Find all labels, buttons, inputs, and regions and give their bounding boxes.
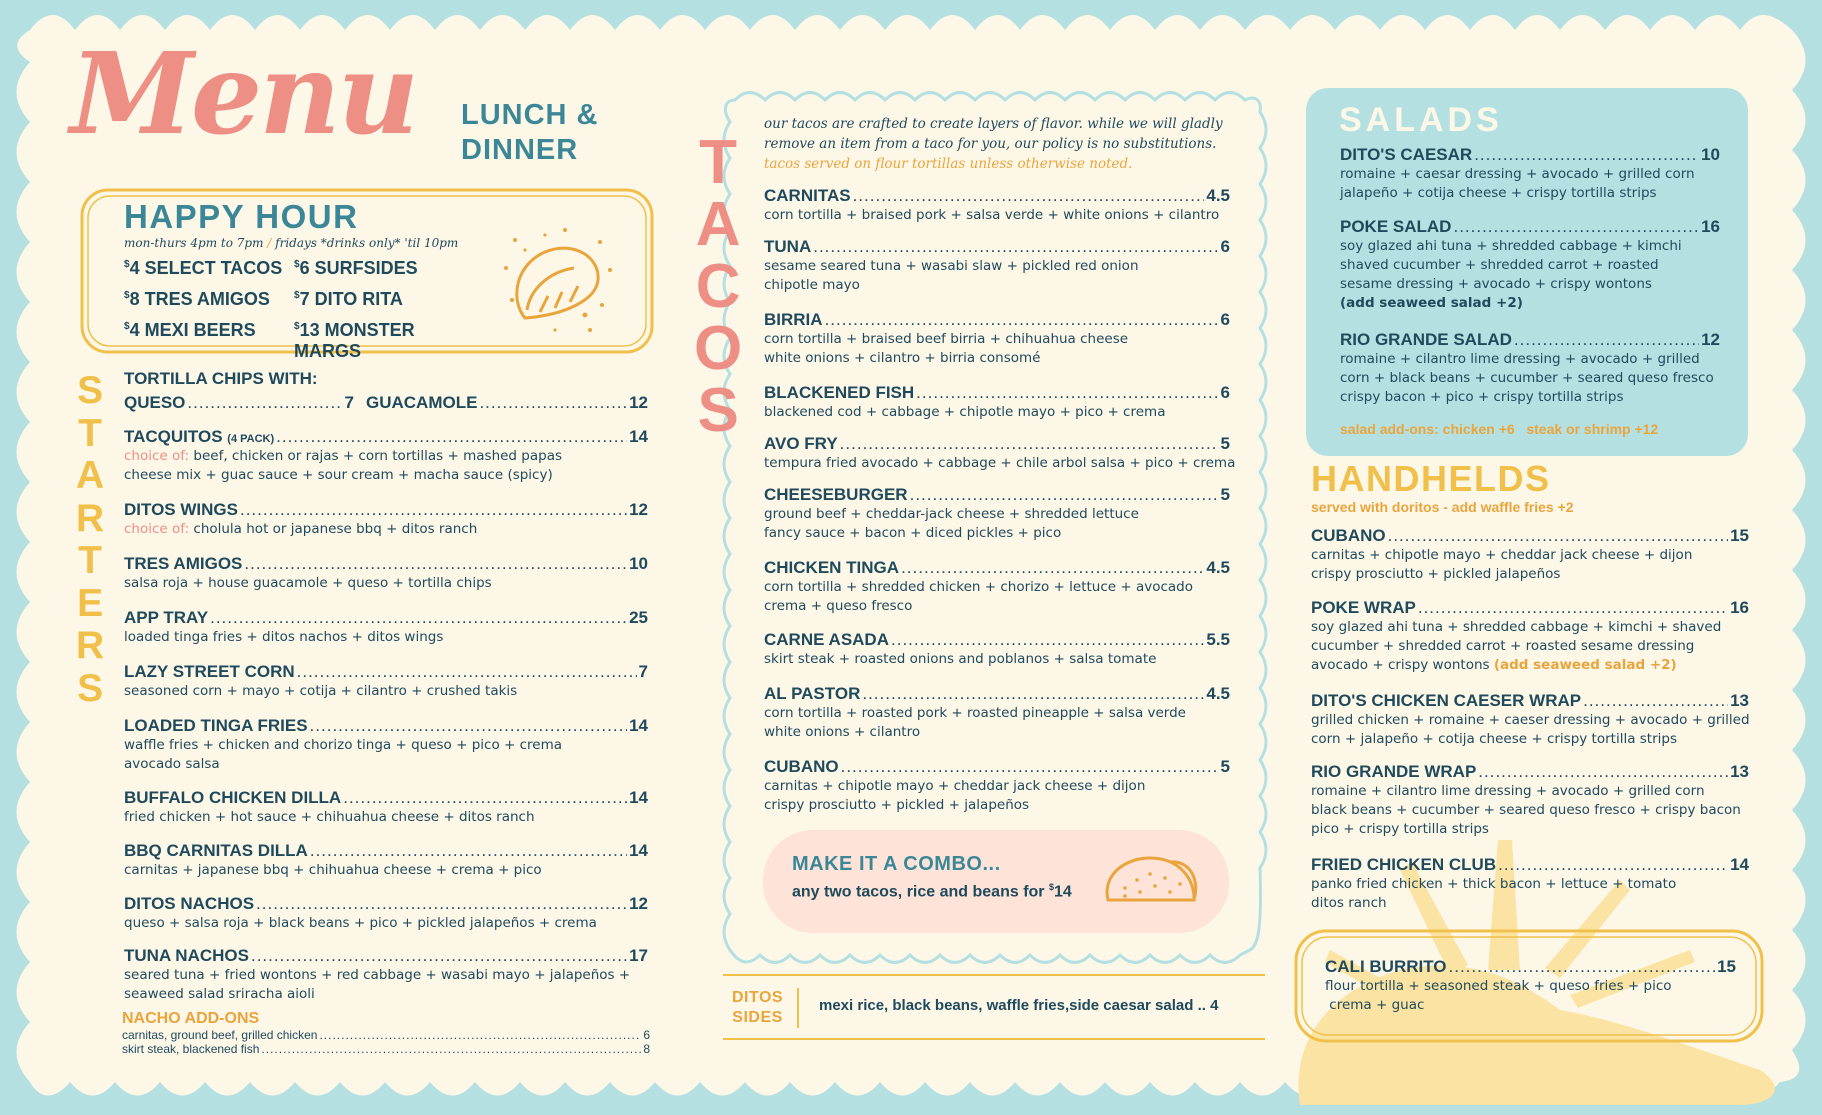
taco-item: TUNA ..... 6 sesame seared tuna + wasabi slaw + pickled red onion chipotle mayo	[764, 237, 1230, 295]
deal-item: $6 SURFSIDES	[294, 258, 418, 278]
deal-item: $7 DITO RITA	[294, 289, 403, 309]
menu-title: Menu	[70, 29, 417, 160]
handheld-item: POKE WRAP ..... 16 soy glazed ahi tuna + shredded cabbage + kimchi + shaved cucumber + shredded carrot + roasted sesame dressing avocado + crispy wontons (add seaweed salad +2)	[1311, 598, 1749, 675]
deal-item: $13 MONSTER MARGS	[294, 320, 415, 361]
taco-item: CHEESEBURGER ..... 5 ground beef + cheddar-jack cheese + shredded lettuce fancy sauce + bacon + diced pickles + pico	[764, 485, 1230, 543]
menu-item: LAZY STREET CORN ..... 7 seasoned corn + mayo + cotija + cilantro + crushed takis	[124, 662, 648, 701]
handheld-item: RIO GRANDE WRAP ..... 13 romaine + cilantro lime dressing + avocado + grilled corn black beans + cucumber + seared queso fresco + crispy bacon pico + crispy tortilla strips	[1311, 762, 1749, 839]
subtitle-line-1: LUNCH &	[461, 99, 599, 131]
deal-item: $4 SELECT TACOS	[124, 258, 283, 278]
taco-item: CARNITAS ..... 4.5 corn tortilla + braised pork + salsa verde + white onions + cilantro	[764, 186, 1230, 225]
taco-item: CHICKEN TINGA ..... 4.5 corn tortilla + shredded chicken + chorizo + lettuce + avocado crema + queso fresco	[764, 558, 1230, 616]
handhelds-title: HANDHELDS	[1311, 458, 1551, 499]
menu-item: BBQ CARNITAS DILLA ..... 14 carnitas + japanese bbq + chihuahua cheese + crema + pico	[124, 841, 648, 880]
nacho-addons-title: NACHO ADD-ONS	[122, 1010, 260, 1027]
menu-item: DITOS NACHOS ..... 12 queso + salsa roja + black beans + pico + pickled jalapeños + crema	[124, 894, 648, 933]
schedule-weekdays: mon-thurs 4pm to 7pm	[124, 236, 264, 250]
happy-hour-title: HAPPY HOUR	[124, 198, 359, 235]
handhelds-subtitle: served with doritos - add waffle fries +2	[1311, 499, 1574, 515]
subtitle-line-2: DINNER	[461, 134, 579, 166]
schedule-friday: fridays *drinks only* 'til 10pm	[275, 236, 459, 250]
taco-item: AL PASTOR ..... 4.5 corn tortilla + roasted pork + roasted pineapple + salsa verde white onions + cilantro	[764, 684, 1230, 742]
addon-line: skirt steak, blackened fish ..... 8	[122, 1042, 650, 1056]
menu-subtitle	[461, 98, 599, 168]
salad-item: DITO'S CAESAR ..... 10 romaine + caesar dressing + avocado + grilled corn jalapeño + cotija cheese + crispy tortilla strips	[1340, 145, 1720, 203]
menu-item: APP TRAY ..... 25 loaded tinga fries + ditos nachos + ditos wings	[124, 608, 648, 647]
menu-item: DITOS WINGS ..... 12 choice of: cholula hot or japanese bbq + ditos ranch	[124, 500, 648, 539]
guacamole-line: GUACAMOLE ..... 12	[366, 393, 648, 413]
menu-item: TACQUITOS (4 PACK) ..... 14 choice of: beef, chicken or rajas + corn tortillas + mashed papas cheese mix + guac sauce + sour cream + macha sauce (spicy)	[124, 427, 648, 485]
menu-item: TUNA NACHOS ..... 17 seared tuna + fried wontons + red cabbage + wasabi mayo + jalapeños + seaweed salad sriracha aioli	[124, 946, 648, 1004]
combo-text: any two tacos, rice and beans for $14	[792, 882, 1072, 901]
taco-item: CARNE ASADA ..... 5.5 skirt steak + roasted onions and poblanos + salsa tomate	[764, 630, 1230, 669]
tacos-intro: our tacos are crafted to create layers of flavor. while we will gladly remove an item from a taco for you, our policy is no substitutions. tacos served on flour tortillas unless otherwise noted.	[764, 116, 1223, 172]
happy-hour-schedule	[124, 236, 458, 250]
menu-item: TRES AMIGOS ..... 10 salsa roja + house guacamole + queso + tortilla chips	[124, 554, 648, 593]
handheld-item: FRIED CHICKEN CLUB ..... 14 panko fried chicken + thick bacon + lettuce + tomato ditos ranch	[1311, 855, 1749, 913]
combo-title: MAKE IT A COMBO...	[792, 853, 1001, 875]
salads-title: SALADS	[1339, 101, 1503, 139]
nacho-addons	[122, 1010, 650, 1056]
salad-addons: salad add-ons: chicken +6 steak or shrimp +12	[1340, 421, 1659, 437]
taco-item: AVO FRY ..... 5 tempura fried avocado + cabbage + chile arbol salsa + pico + crema	[764, 434, 1230, 473]
queso-line: QUESO ..... 7	[124, 393, 354, 413]
salad-item: POKE SALAD ..... 16 soy glazed ahi tuna + shredded cabbage + kimchi shaved cucumber + shredded carrot + roasted sesame dressing + avocado + crispy wontons (add seaweed salad +2)	[1340, 217, 1720, 313]
cali-burrito: CALI BURRITO ..... 15 flour tortilla + seasoned steak + queso fries + pico crema + guac	[1325, 957, 1736, 1015]
deal-item: $8 TRES AMIGOS	[124, 289, 270, 309]
deal-item: $4 MEXI BEERS	[124, 320, 256, 340]
handheld-item: DITO'S CHICKEN CAESER WRAP ..... 13 grilled chicken + romaine + caeser dressing + avocado + grilled corn + jalapeño + cotija cheese + crispy tortilla strips	[1311, 691, 1749, 749]
handheld-item: CUBANO ..... 15 carnitas + chipotle mayo + cheddar jack cheese + dijon crispy prosciutto + pickled jalapeños	[1311, 526, 1749, 584]
starters-vertical-label: S T A R T E R S	[76, 369, 105, 710]
menu-item: BUFFALO CHICKEN DILLA ..... 14 fried chicken + hot sauce + chihuahua cheese + ditos ranch	[124, 788, 648, 827]
sides-label: DITOS SIDES	[732, 989, 784, 1026]
taco-item: CUBANO ..... 5 carnitas + chipotle mayo + cheddar jack cheese + dijon crispy prosciutto + pickled + jalapeños	[764, 757, 1230, 815]
taco-item: BIRRIA ..... 6 corn tortilla + braised beef birria + chihuahua cheese white onions + cilantro + birria consomé	[764, 310, 1230, 368]
menu-item: LOADED TINGA FRIES ..... 14 waffle fries + chicken and chorizo tinga + queso + pico + crema avocado salsa	[124, 716, 648, 774]
salad-item: RIO GRANDE SALAD ..... 12 romaine + cilantro lime dressing + avocado + grilled corn + black beans + cucumber + seared queso fresco crispy bacon + pico + crispy tortilla strips	[1340, 330, 1720, 407]
combo-offer	[792, 853, 1072, 901]
happy-hour-deals	[124, 258, 494, 362]
schedule-separator: /	[267, 236, 272, 250]
chips-header: TORTILLA CHIPS WITH: QUESO ..... 7 GUACAMOLE ..... 12	[124, 369, 644, 413]
tacos-vertical-label: T A C O S	[694, 128, 743, 445]
addon-line: carnitas, ground beef, grilled chicken ..... 6	[122, 1028, 650, 1042]
taco-item: BLACKENED FISH ..... 6 blackened cod + cabbage + chipotle mayo + pico + crema	[764, 383, 1230, 422]
sides-line: mexi rice, black beans, waffle fries,side caesar salad .. 4	[819, 997, 1219, 1014]
